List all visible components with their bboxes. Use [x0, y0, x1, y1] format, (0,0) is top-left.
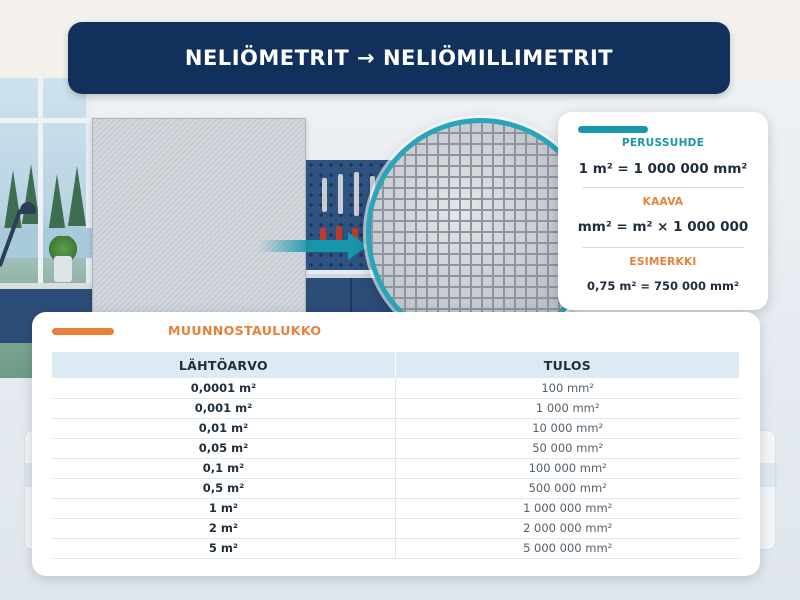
source-value-cell: 2 m²	[52, 518, 395, 538]
column-header-result: TULOS	[395, 352, 739, 378]
info-label-formula: KAAVA	[642, 196, 684, 208]
table-heading: MUUNNOSTAULUKKO	[168, 323, 322, 338]
table-accent-bar	[52, 328, 114, 335]
result-value-cell: 2 000 000 mm²	[395, 518, 739, 538]
source-value-cell: 0,001 m²	[52, 398, 395, 418]
info-divider	[582, 247, 744, 248]
info-label-example: ESIMERKKI	[629, 256, 697, 268]
table-row	[52, 498, 740, 518]
info-value-basic-relation: 1 m² = 1 000 000 mm²	[578, 161, 748, 177]
result-value-cell: 100 mm²	[395, 378, 739, 398]
info-card	[558, 112, 768, 310]
info-divider	[582, 187, 744, 188]
source-value-cell: 1 m²	[52, 498, 395, 518]
page-title: NELIÖMETRIT → NELIÖMILLIMETRIT	[184, 46, 614, 70]
info-value-example: 0,75 m² = 750 000 mm²	[586, 279, 740, 293]
source-value-cell: 5 m²	[52, 538, 395, 558]
source-value-cell: 0,0001 m²	[52, 378, 395, 398]
conversion-table-card	[32, 312, 760, 576]
result-value-cell: 500 000 mm²	[395, 478, 739, 498]
info-accent-bar	[578, 126, 648, 133]
result-value-cell: 1 000 mm²	[395, 398, 739, 418]
result-value-cell: 1 000 000 mm²	[395, 498, 739, 518]
source-value-cell: 0,05 m²	[52, 438, 395, 458]
column-header-source: LÄHTÖARVO	[52, 352, 395, 378]
conversion-arrow-icon	[258, 240, 350, 252]
info-label-basic-relation: PERUSSUHDE	[621, 137, 705, 149]
title-bar	[68, 22, 730, 94]
table-row	[52, 418, 740, 438]
table-row	[52, 398, 740, 418]
table-row	[52, 518, 740, 538]
table-header-row	[52, 352, 740, 378]
result-value-cell: 5 000 000 mm²	[395, 538, 739, 558]
source-value-cell: 0,5 m²	[52, 478, 395, 498]
table-row	[52, 378, 740, 398]
table-row	[52, 538, 740, 558]
result-value-cell: 50 000 mm²	[395, 438, 739, 458]
conversion-table	[52, 352, 740, 559]
table-row	[52, 458, 740, 478]
info-value-formula: mm² = m² × 1 000 000	[577, 219, 749, 235]
source-value-cell: 0,01 m²	[52, 418, 395, 438]
result-value-cell: 100 000 mm²	[395, 458, 739, 478]
table-row	[52, 478, 740, 498]
result-value-cell: 10 000 mm²	[395, 418, 739, 438]
source-value-cell: 0,1 m²	[52, 458, 395, 478]
table-row	[52, 438, 740, 458]
